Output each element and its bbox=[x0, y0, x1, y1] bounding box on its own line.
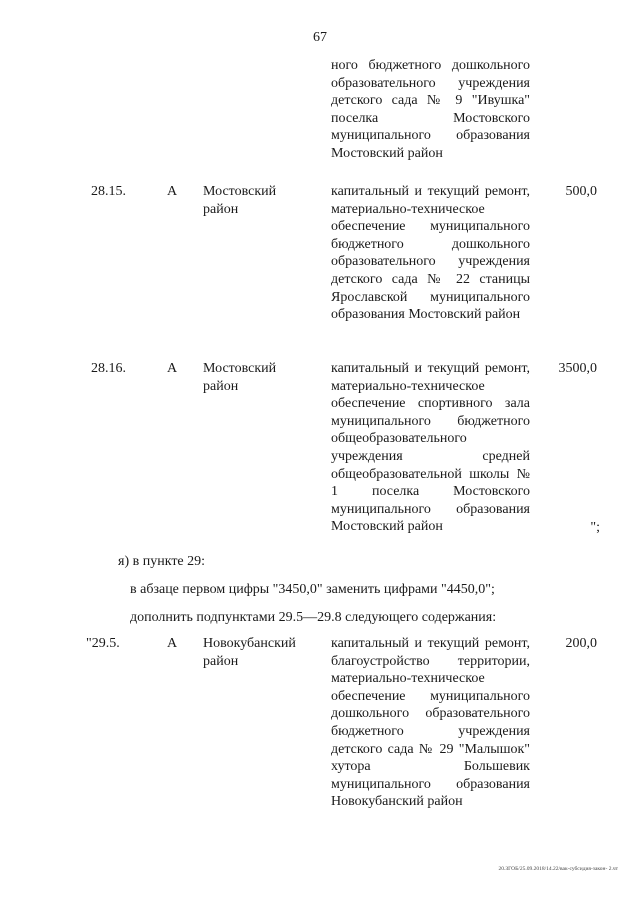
row-amount: 500,0 bbox=[565, 184, 597, 199]
closing-quote: "; bbox=[590, 520, 600, 535]
page-number: 67 bbox=[313, 30, 327, 45]
continuation-description: ного бюджетного дошкольного образовательного учреждения детского сада № 9 "Ивушка" поселка Мостовского муниципального образования Мостовский район bbox=[331, 58, 530, 161]
row-category: А bbox=[167, 636, 178, 651]
row-category: А bbox=[167, 184, 178, 199]
row-number: 28.16. bbox=[91, 361, 126, 376]
row-description: капитальный и текущий ремонт, материально-техническое обеспечение спортивного зала муниципального бюджетного общеобразовательного учреждения средней общеобразовательной школы № 1 поселка Мостовского муниципального образования Мостовский район bbox=[331, 361, 530, 535]
row-district: Мостовский район bbox=[203, 184, 277, 217]
row-district: Новокубанский район bbox=[203, 636, 296, 669]
row-number: 28.15. bbox=[91, 184, 126, 199]
row-amount: 200,0 bbox=[565, 636, 597, 651]
row-number: "29.5. bbox=[86, 636, 120, 651]
footer-file-stamp: 20.ЗГОБ/25.09.2018/14.22/вак-субсидия-закон- 2.чт bbox=[498, 866, 618, 872]
paragraph-add-subitems: дополнить подпунктами 29.5—29.8 следующего содержания: bbox=[130, 610, 497, 625]
row-description: капитальный и текущий ремонт, благоустройство территории, материально-техническое обеспечение муниципального дошкольного образовательного бюджетного учреждения детского сада № 29 "Малышок" хутора Большевик муниципального образования Новокубанский район bbox=[331, 636, 530, 810]
paragraph-item-ya: я) в пункте 29: bbox=[118, 554, 206, 569]
row-district: Мостовский район bbox=[203, 361, 277, 394]
row-category: А bbox=[167, 361, 178, 376]
row-amount: 3500,0 bbox=[558, 361, 597, 376]
paragraph-replace-digits: в абзаце первом цифры "3450,0" заменить цифрами "4450,0"; bbox=[130, 582, 495, 597]
row-description: капитальный и текущий ремонт, материально-техническое обеспечение муниципального бюджетного дошкольного образовательного учреждения детского сада № 22 станицы Ярославской муниципального образования Мостовский район bbox=[331, 184, 530, 323]
